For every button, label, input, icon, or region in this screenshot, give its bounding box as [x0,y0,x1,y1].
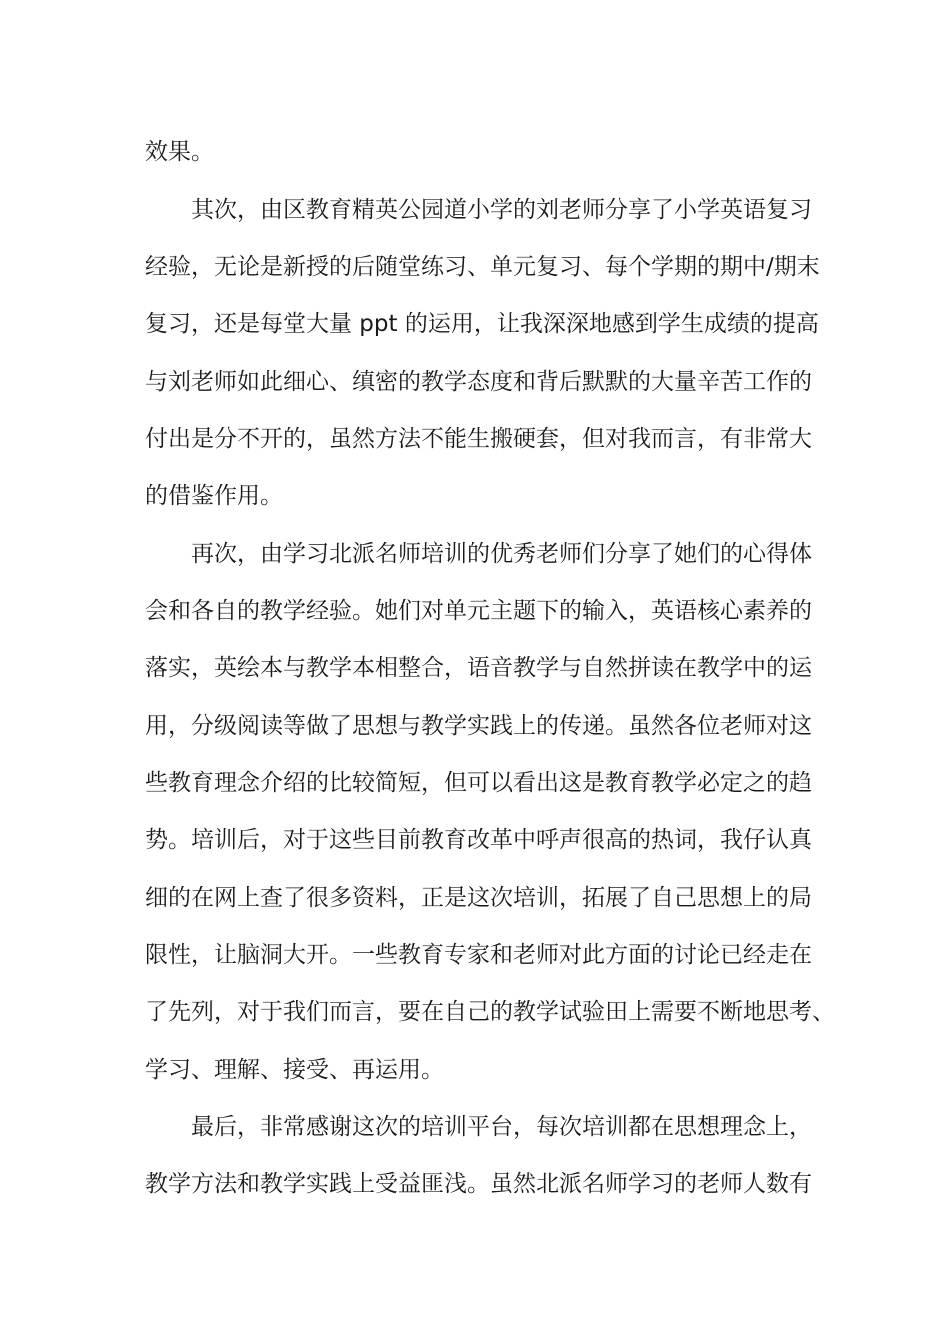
text-line: 用，分级阅读等做了思想与教学实践上的传递。虽然各位老师对这 [145,713,812,739]
text-line: 复习，还是每堂大量 ppt 的运用，让我深深地感到学生成绩的提高 [145,311,819,337]
text-line: 与刘老师如此细心、缜密的教学态度和背后默默的大量辛苦工作的 [145,369,812,395]
text-line: 势。培训后，对于这些目前教育改革中呼声很高的热词，我仔认真 [145,827,812,853]
text-line: 了先列，对于我们而言，要在自己的教学试验田上需要不断地思考、 [145,999,835,1025]
text-line: 的借鉴作用。 [145,483,283,509]
text-line: 细的在网上查了很多资料，正是这次培训，拓展了自己思想上的局 [145,885,812,911]
text-line: 效果。 [145,139,214,165]
text-line: 付出是分不开的，虽然方法不能生搬硬套，但对我而言，有非常大 [145,426,812,452]
text-line: 最后，非常感谢这次的培训平台，每次培训都在思想理念上， [191,1114,812,1140]
text-line: 落实，英绘本与教学本相整合，语音教学与自然拼读在教学中的运 [145,655,812,681]
text-line: 其次，由区教育精英公园道小学的刘老师分享了小学英语复习 [191,197,812,223]
text-line: 会和各自的教学经验。她们对单元主题下的输入，英语核心素养的 [145,598,812,624]
text-line: 经验，无论是新授的后随堂练习、单元复习、每个学期的期中/期末 [145,254,820,280]
text-line: 限性，让脑洞大开。一些教育专家和老师对此方面的讨论已经走在 [145,942,812,968]
text-line: 教学方法和教学实践上受益匪浅。虽然北派名师学习的老师人数有 [145,1171,812,1197]
text-line: 再次，由学习北派名师培训的优秀老师们分享了她们的心得体 [191,541,812,567]
text-line: 学习、理解、接受、再运用。 [145,1057,444,1083]
text-line: 些教育理念介绍的比较简短，但可以看出这是教育教学必定之的趋 [145,770,812,796]
